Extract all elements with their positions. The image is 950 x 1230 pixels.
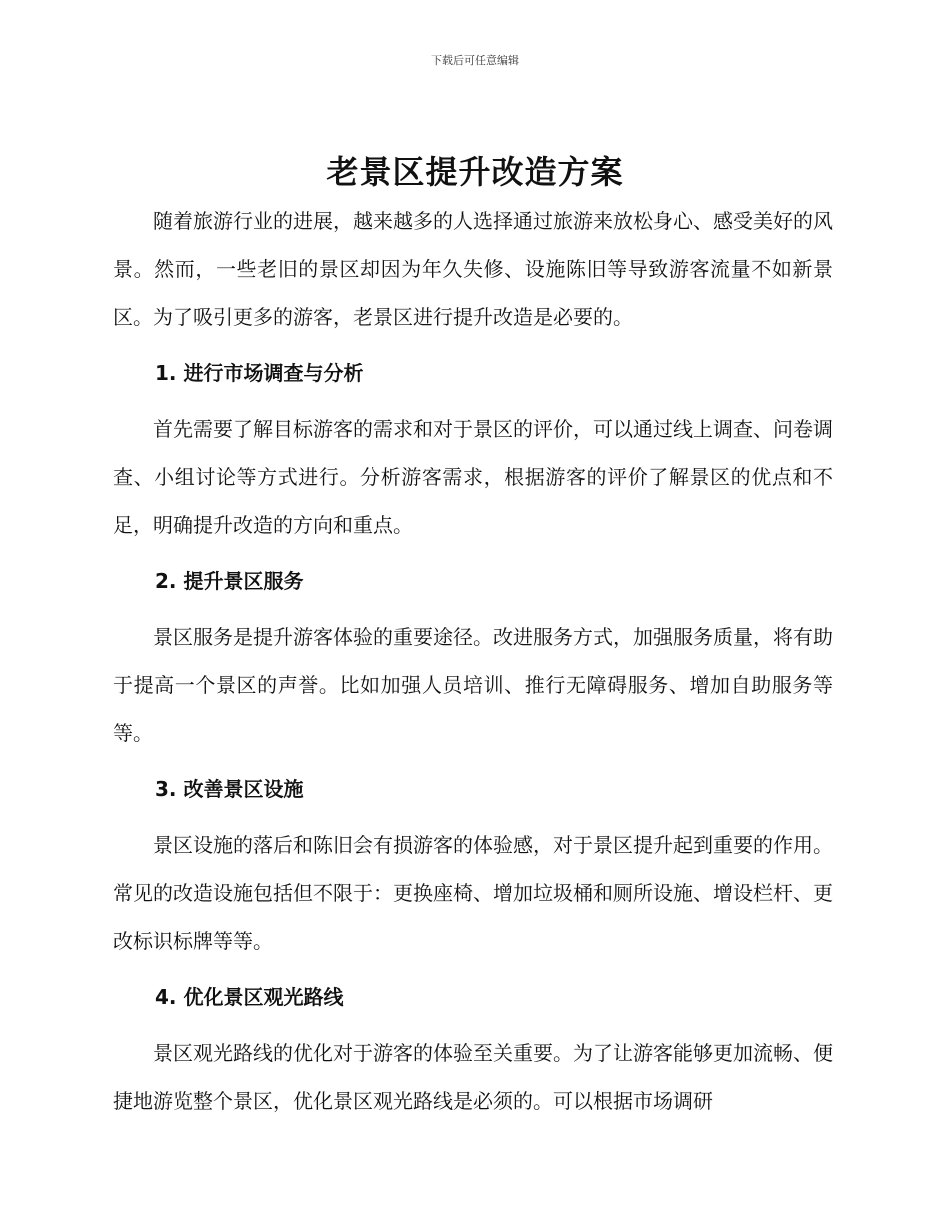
document-title: 老景区提升改造方案 [326, 153, 624, 191]
intro-paragraph: 随着旅游行业的进展，越来越多的人选择通过旅游来放松身心、感受美好的风景。然而，一些老旧的景区却因为年久失修、设施陈旧等导致游客流量不如新景区。为了吸引更多的游客，老景区进行提升改造是必要的。 [113, 209, 833, 329]
section-heading-routes: 4. 优化景区观光路线 [155, 985, 344, 1009]
page-header-note: 下载后可任意编辑 [431, 54, 519, 67]
section-body-market-research: 首先需要了解目标游客的需求和对于景区的评价，可以通过线上调查、问卷调查、小组讨论等方式进行。分析游客需求，根据游客的评价了解景区的优点和不足，明确提升改造的方向和重点。 [113, 417, 833, 537]
document-body [113, 197, 833, 1125]
section-body-facilities: 景区设施的落后和陈旧会有损游客的体验感，对于景区提升起到重要的作用。常见的改造设施包括但不限于：更换座椅、增加垃圾桶和厕所设施、增设栏杆、更改标识标牌等等。 [113, 833, 833, 953]
section-heading-service: 2. 提升景区服务 [155, 569, 304, 593]
section-heading-facilities: 3. 改善景区设施 [155, 777, 304, 801]
section-body-routes: 景区观光路线的优化对于游客的体验至关重要。为了让游客能够更加流畅、便捷地游览整个景区，优化景区观光路线是必须的。可以根据市场调研 [113, 1041, 833, 1113]
section-heading-market-research: 1. 进行市场调查与分析 [155, 361, 364, 385]
section-body-service: 景区服务是提升游客体验的重要途径。改进服务方式，加强服务质量，将有助于提高一个景区的声誉。比如加强人员培训、推行无障碍服务、增加自助服务等等。 [113, 625, 833, 745]
